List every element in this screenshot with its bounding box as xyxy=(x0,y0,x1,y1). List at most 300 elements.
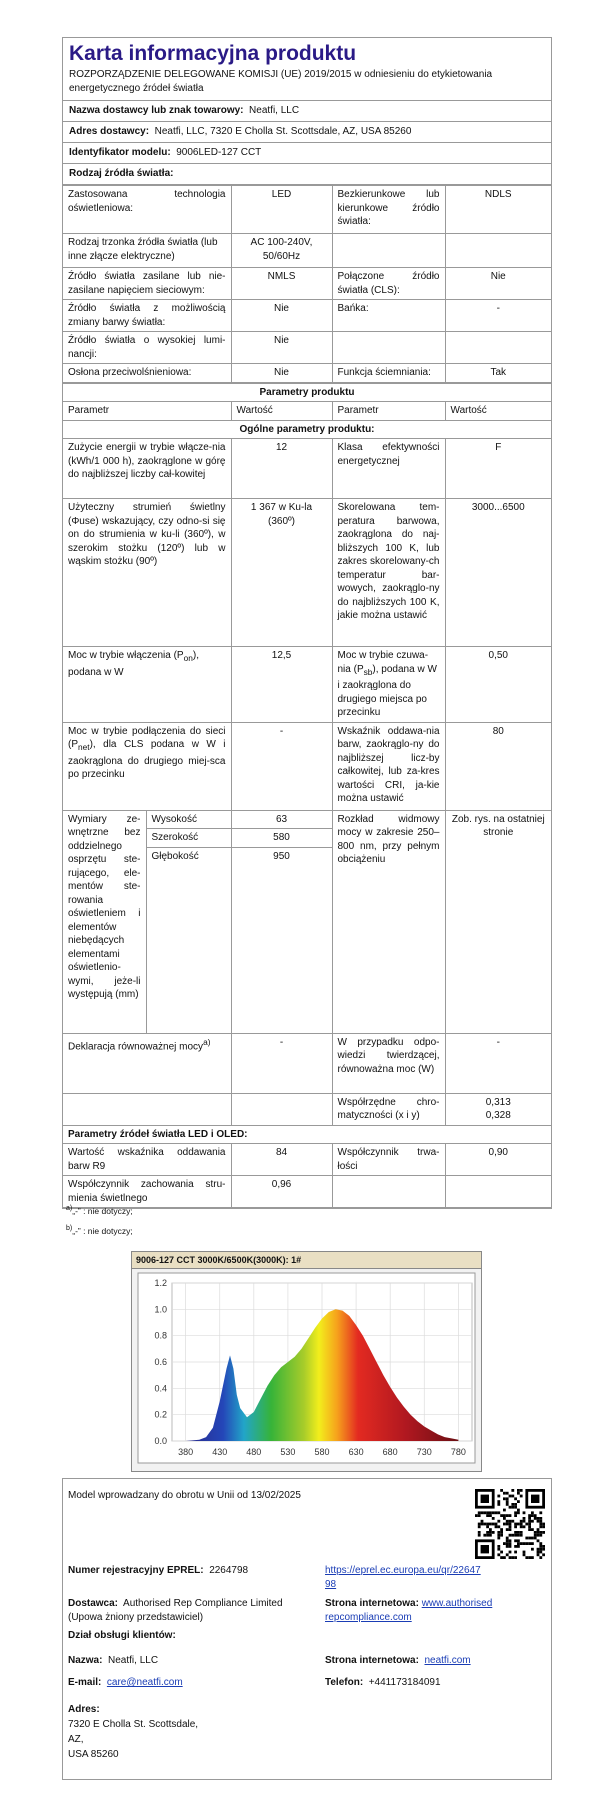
spectrum-svg xyxy=(132,1269,481,1469)
equivalent-power-label xyxy=(63,1033,231,1093)
email-row xyxy=(68,1676,183,1690)
qr-module xyxy=(514,1503,517,1506)
qr-module xyxy=(509,1534,512,1537)
cri-label: Wskaźnik oddawa-nia barw, zaokrąglo-ny do najbliższej licz-by całkowitej, lub za-kres wartości CRI, ja-kie można ustawić xyxy=(332,722,445,810)
qr-module xyxy=(500,1534,503,1537)
y-tick-label: 0.0 xyxy=(154,1436,167,1446)
on-mode-power-sub: on xyxy=(183,653,193,663)
qr-module xyxy=(509,1520,512,1523)
qr-module xyxy=(492,1523,495,1526)
survival-factor-label: Współczynnik trwa-łości xyxy=(332,1144,445,1176)
cell-empty xyxy=(445,332,551,364)
model-id-label: Identyfikator modelu: xyxy=(69,147,171,158)
height-label: Wysokość xyxy=(146,810,231,829)
qr-module xyxy=(511,1503,514,1506)
standby-power-value: 0,50 xyxy=(445,647,551,723)
qr-module xyxy=(483,1534,486,1537)
qr-module xyxy=(500,1528,503,1531)
qr-module xyxy=(495,1525,498,1528)
qr-module xyxy=(486,1514,489,1517)
cct-value: 3000...6500 xyxy=(445,499,551,647)
x-tick-label: 530 xyxy=(280,1447,296,1457)
supplier-address-label: Adres dostawcy: xyxy=(69,126,150,137)
service-name-row xyxy=(68,1654,158,1668)
chromaticity-value xyxy=(445,1093,551,1125)
qr-module xyxy=(534,1514,537,1517)
qr-module xyxy=(478,1531,481,1534)
cell-dimmable-value: Tak xyxy=(445,364,551,383)
qr-module xyxy=(537,1528,540,1531)
qr-module xyxy=(489,1528,492,1531)
qr-module xyxy=(534,1537,537,1540)
qr-module xyxy=(514,1506,517,1509)
on-mode-power-value: 12,5 xyxy=(231,647,332,723)
on-mode-power-label xyxy=(63,647,231,723)
distributor-label: Dostawca: xyxy=(68,1598,119,1609)
supplier-address-value: Neatfi, LLC, 7320 E Cholla St. Scottsdale, AZ, USA 85260 xyxy=(154,126,412,137)
qr-module xyxy=(492,1511,495,1514)
customer-service-label: Dział obsługi klientów: xyxy=(68,1630,176,1641)
qr-module xyxy=(542,1553,545,1556)
qr-module xyxy=(537,1517,540,1520)
cell-directional-value: NDLS xyxy=(445,186,551,234)
equivalent-power-text: Deklaracja równoważnej mocy xyxy=(68,1040,204,1052)
eprel-value: 2264798 xyxy=(209,1565,249,1576)
cell-empty xyxy=(332,234,445,268)
qr-module xyxy=(528,1556,531,1559)
qr-module xyxy=(506,1514,509,1517)
qr-module xyxy=(506,1503,509,1506)
qr-module xyxy=(514,1531,517,1534)
qr-module xyxy=(517,1534,520,1537)
qr-module xyxy=(539,1551,542,1554)
cell-colour-tunable-label: Źródło światła z możliwością zmiany barwy światła: xyxy=(63,300,231,332)
qr-module xyxy=(520,1489,523,1492)
x-tick-label: 680 xyxy=(382,1447,398,1457)
cell-dimmable-label: Funkcja ściemniania: xyxy=(332,364,445,383)
qr-module xyxy=(511,1495,514,1498)
qr-module xyxy=(534,1517,537,1520)
qr-module xyxy=(497,1531,500,1534)
qr-module xyxy=(539,1542,542,1545)
qr-module xyxy=(520,1531,523,1534)
source-type-label: Rodzaj źródła światła: xyxy=(69,168,174,179)
qr-module xyxy=(509,1514,512,1517)
energy-consumption-value: 12 xyxy=(231,439,332,499)
chromaticity-label: Współrzędne chro-matyczności (x i y) xyxy=(332,1093,445,1125)
chromaticity-x: 0,313 xyxy=(485,1096,511,1108)
qr-module xyxy=(539,1523,542,1526)
cell-cap-label: Rodzaj trzonka źródła światła (lub inne złącze elektryczne) xyxy=(63,234,231,268)
address-line-1: 7320 E Cholla St. Scottsdale, xyxy=(68,1719,199,1730)
qr-module xyxy=(497,1548,500,1551)
qr-module xyxy=(514,1545,517,1548)
qr-module xyxy=(525,1523,528,1526)
networked-power-sub: net xyxy=(78,742,90,752)
qr-module xyxy=(517,1523,520,1526)
x-tick-label: 430 xyxy=(212,1447,228,1457)
cell-cls-label: Połączone źródło światła (CLS): xyxy=(332,268,445,300)
qr-module xyxy=(539,1556,542,1559)
footnotes xyxy=(66,1200,133,1240)
address-label: Adres: xyxy=(68,1704,100,1715)
qr-module xyxy=(497,1545,500,1548)
energy-class-value: F xyxy=(445,439,551,499)
qr-module xyxy=(523,1520,526,1523)
qr-module xyxy=(506,1528,509,1531)
networked-power-value: - xyxy=(231,722,332,810)
cell-empty xyxy=(231,1093,332,1125)
supplier-address-row xyxy=(63,122,551,143)
y-tick-label: 0.6 xyxy=(154,1357,167,1367)
qr-module xyxy=(478,1514,481,1517)
qr-module xyxy=(486,1511,489,1514)
website-label: Strona internetowa: xyxy=(325,1598,419,1609)
regulation-text: ROZPORZĄDZENIE DELEGOWANE KOMISJI (UE) 2019/2015 w odniesieniu do etykietowania energetycznego źródeł światła xyxy=(63,68,551,101)
service-website-link[interactable]: neatfi.com xyxy=(424,1655,471,1666)
qr-module xyxy=(514,1497,517,1500)
cell-cls-value: Nie xyxy=(445,268,551,300)
qr-module xyxy=(539,1511,542,1514)
qr-module xyxy=(537,1531,540,1534)
model-id-row xyxy=(63,143,551,164)
equivalent-power-w-value: - xyxy=(445,1033,551,1093)
qr-module xyxy=(537,1553,540,1556)
qr-module xyxy=(539,1545,542,1548)
qr-module xyxy=(537,1551,540,1554)
qr-module xyxy=(509,1528,512,1531)
spectrum-chart xyxy=(131,1251,482,1472)
market-date-text: Model wprowadzany do obrotu w Unii od 13/02/2025 xyxy=(68,1490,301,1501)
footnote-a-text: „-” : nie dotyczy; xyxy=(72,1205,133,1216)
chromaticity-y: 0,328 xyxy=(485,1110,511,1121)
width-value: 580 xyxy=(231,829,332,848)
qr-module xyxy=(531,1514,534,1517)
page-title: Karta informacyjna produktu xyxy=(69,42,357,65)
standby-power-sub: sb xyxy=(363,666,373,677)
qr-module xyxy=(478,1525,481,1528)
qr-module xyxy=(514,1514,517,1517)
y-tick-label: 0.2 xyxy=(154,1409,167,1420)
supplier-name-value: Neatfi, LLC xyxy=(249,105,300,116)
footnote-b-text: „-” : nie dotyczy; xyxy=(72,1225,133,1236)
cell-empty xyxy=(332,1176,445,1208)
qr-module xyxy=(542,1545,545,1548)
distributor-row xyxy=(68,1597,313,1625)
website-row xyxy=(325,1597,495,1625)
qr-module xyxy=(511,1534,514,1537)
cell-glare-label: Osłona przeciwolśnieniowa: xyxy=(63,364,231,383)
standby-power-text: Moc w trybie czuwa-nia (P xyxy=(337,650,429,675)
general-parameters-title: Ogólne parametry produktu: xyxy=(63,420,551,439)
cell-envelope-label: Bańka: xyxy=(332,300,445,332)
qr-module xyxy=(506,1523,509,1526)
cell-empty xyxy=(332,332,445,364)
col-header-param: Parametr xyxy=(332,402,445,421)
qr-module xyxy=(531,1556,534,1559)
qr-module xyxy=(481,1511,484,1514)
cell-mains-label: Źródło światła zasilane lub nie-zasilane napięciem sieciowym: xyxy=(63,268,231,300)
qr-module xyxy=(500,1556,503,1559)
qr-module xyxy=(509,1523,512,1526)
qr-module xyxy=(478,1523,481,1526)
qr-module xyxy=(511,1520,514,1523)
qr-module xyxy=(506,1542,509,1545)
cell-empty xyxy=(445,1176,551,1208)
qr-module xyxy=(514,1511,517,1514)
cri-value: 80 xyxy=(445,722,551,810)
qr-module xyxy=(503,1497,506,1500)
y-tick-label: 1.0 xyxy=(154,1304,167,1315)
width-label: Szerokość xyxy=(146,829,231,848)
qr-module xyxy=(497,1534,500,1537)
qr-module xyxy=(509,1525,512,1528)
eprel-link[interactable]: https://eprel.ec.europa.eu/qr/2264798 xyxy=(325,1565,481,1590)
qr-module xyxy=(492,1531,495,1534)
qr-module xyxy=(475,1514,478,1517)
qr-module xyxy=(525,1537,528,1540)
r9-label: Wartość wskaźnika oddawania barw R9 xyxy=(63,1144,231,1176)
qr-module xyxy=(537,1539,540,1542)
footnote-a xyxy=(66,1200,133,1220)
qr-module xyxy=(528,1517,531,1520)
qr-module xyxy=(514,1556,517,1559)
qr-module xyxy=(520,1542,523,1545)
height-value: 63 xyxy=(231,810,332,829)
qr-module xyxy=(489,1514,492,1517)
col-header-value: Wartość xyxy=(231,402,332,421)
qr-module xyxy=(506,1520,509,1523)
qr-module xyxy=(503,1517,506,1520)
cct-label: Skorelowana tem-peratura barwowa, zaokrąglona do naj-bliższych 100 K, lub zakres skorelowany-ch temperatur bar-wowych, zaokrąglo-ny do najbliższych 100 K, jakie można ustawić xyxy=(332,499,445,647)
cell-technology-label: Zastosowana technologia oświetleniowa: xyxy=(63,186,231,234)
source-type-table xyxy=(63,185,551,383)
footnote-b-mark: b) xyxy=(66,1224,73,1232)
standby-power-text-2: ), podana w W i zaokrąglona do drugiego miejsca po przecinku xyxy=(337,663,437,718)
x-tick-label: 730 xyxy=(416,1447,432,1457)
qr-module xyxy=(520,1534,523,1537)
qr-module xyxy=(506,1545,509,1548)
standby-power-label xyxy=(332,647,445,723)
qr-module xyxy=(531,1528,534,1531)
qr-module xyxy=(517,1545,520,1548)
x-tick-label: 630 xyxy=(348,1447,364,1457)
qr-module xyxy=(509,1495,512,1498)
supplier-name-row xyxy=(63,101,551,122)
cell-empty xyxy=(63,1093,231,1125)
qr-module xyxy=(503,1514,506,1517)
email-label: E-mail: xyxy=(68,1677,102,1688)
qr-module xyxy=(537,1548,540,1551)
qr-module xyxy=(497,1525,500,1528)
qr-module xyxy=(497,1553,500,1556)
qr-module xyxy=(509,1551,512,1554)
qr-module xyxy=(506,1492,509,1495)
qr-module xyxy=(481,1520,484,1523)
footnote-b xyxy=(66,1220,133,1240)
qr-module xyxy=(483,1523,486,1526)
qr-module xyxy=(517,1539,520,1542)
cell-empty xyxy=(445,234,551,268)
model-id-value: 9006LED-127 CCT xyxy=(176,147,262,158)
led-parameters-title: Parametry źródeł światła LED i OLED: xyxy=(63,1125,551,1144)
lumen-maintenance-value: 0,96 xyxy=(231,1176,332,1208)
x-tick-label: 380 xyxy=(178,1447,194,1457)
x-tick-label: 780 xyxy=(450,1447,466,1457)
qr-module xyxy=(525,1556,528,1559)
qr-module xyxy=(525,1542,528,1545)
qr-module xyxy=(497,1511,500,1514)
qr-module xyxy=(523,1551,526,1554)
qr-module xyxy=(539,1531,542,1534)
qr-module xyxy=(497,1495,500,1498)
qr-module xyxy=(542,1525,545,1528)
qr-module xyxy=(495,1511,498,1514)
qr-module xyxy=(509,1506,512,1509)
qr-module xyxy=(500,1514,503,1517)
chart-title: 9006-127 CCT 3000K/6500K(3000K): 1# xyxy=(132,1252,481,1269)
market-info-panel xyxy=(62,1478,552,1780)
qr-module xyxy=(509,1542,512,1545)
qr-module xyxy=(539,1520,542,1523)
qr-module xyxy=(531,1548,534,1551)
qr-module xyxy=(523,1517,526,1520)
qr-module xyxy=(520,1495,523,1498)
y-tick-label: 1.2 xyxy=(154,1278,167,1288)
qr-module xyxy=(517,1542,520,1545)
qr-module xyxy=(511,1506,514,1509)
qr-module xyxy=(528,1514,531,1517)
qr-module xyxy=(497,1537,500,1540)
cell-mains-value: NMLS xyxy=(231,268,332,300)
on-mode-power-text: Moc w trybie włączenia (P xyxy=(68,650,184,661)
qr-module xyxy=(506,1500,509,1503)
qr-module xyxy=(517,1500,520,1503)
address-line-3: USA 85260 xyxy=(68,1749,119,1760)
on-mode-power-text-2: ), podana w W xyxy=(68,650,199,678)
phone-row xyxy=(325,1676,441,1690)
product-parameters-table xyxy=(63,383,551,1209)
qr-module xyxy=(503,1542,506,1545)
qr-module xyxy=(489,1534,492,1537)
qr-module xyxy=(492,1517,495,1520)
qr-module xyxy=(483,1511,486,1514)
r9-value: 84 xyxy=(231,1144,332,1176)
qr-module xyxy=(506,1497,509,1500)
qr-module xyxy=(534,1534,537,1537)
qr-module xyxy=(506,1553,509,1556)
qr-module xyxy=(528,1537,531,1540)
qr-module xyxy=(481,1523,484,1526)
qr-module xyxy=(520,1523,523,1526)
qr-module xyxy=(495,1523,498,1526)
qr-code-icon[interactable] xyxy=(475,1489,545,1559)
equivalent-power-w-label: W przypadku odpo-wiedzi twierdzącej, równoważna moc (W) xyxy=(332,1033,445,1093)
qr-module xyxy=(528,1523,531,1526)
y-tick-label: 0.8 xyxy=(154,1330,167,1341)
qr-module xyxy=(537,1520,540,1523)
website-link[interactable]: www.authorisedrepcompliance.com xyxy=(325,1598,493,1623)
qr-module xyxy=(517,1489,520,1492)
qr-module xyxy=(517,1492,520,1495)
qr-module xyxy=(539,1548,542,1551)
qr-module xyxy=(486,1534,489,1537)
eprel-row xyxy=(68,1564,248,1578)
qr-module xyxy=(517,1511,520,1514)
qr-module xyxy=(514,1534,517,1537)
networked-power-text: Moc w trybie podłączenia do sieci (P xyxy=(68,725,226,750)
equivalent-power-sup: a) xyxy=(203,1036,211,1047)
lumen-maintenance-label: Współczynnik zachowania stru-mienia świetlnego xyxy=(63,1176,231,1208)
qr-module xyxy=(531,1537,534,1540)
qr-module xyxy=(503,1523,506,1526)
qr-module xyxy=(517,1509,520,1512)
qr-module xyxy=(509,1556,512,1559)
footnote-a-mark: a) xyxy=(66,1205,73,1212)
qr-module xyxy=(500,1489,503,1492)
spectral-distribution-value: Zob. rys. na ostatniej stronie xyxy=(445,810,551,1033)
cell-high-luminance-label: Źródło światła o wysokiej lumi-nancji: xyxy=(63,332,231,364)
phone-label: Telefon: xyxy=(325,1677,364,1688)
qr-module xyxy=(503,1492,506,1495)
col-header-value: Wartość xyxy=(445,402,551,421)
networked-power-text-2: ), dla CLS podana w W i zaokrąglona do drugiego miej-sca po przecinku xyxy=(68,739,226,780)
qr-module xyxy=(531,1542,534,1545)
qr-module xyxy=(542,1523,545,1526)
service-website-label: Strona internetowa: xyxy=(325,1655,419,1666)
address-line-2: AZ, xyxy=(68,1734,84,1745)
qr-module xyxy=(539,1534,542,1537)
distributor-value: Authorised Rep Compliance Limited (Upowa żniony przedstawiciel) xyxy=(68,1598,283,1623)
qr-module xyxy=(486,1523,489,1526)
qr-module xyxy=(520,1525,523,1528)
qr-module xyxy=(509,1545,512,1548)
eprel-label: Numer rejestracyjny EPREL: xyxy=(68,1565,204,1576)
useful-flux-label: Użyteczny strumień świetlny (Φuse) wskazujący, czy odno-si się on do strumienia w ku-li (360º), w szerokim stożku (120º) lub w wąskim stożku (90º) xyxy=(63,499,231,647)
qr-module xyxy=(497,1520,500,1523)
cell-technology-value: LED xyxy=(231,186,332,234)
qr-module xyxy=(520,1520,523,1523)
qr-module xyxy=(478,1534,481,1537)
cell-high-luminance-value: Nie xyxy=(231,332,332,364)
qr-module xyxy=(489,1531,492,1534)
qr-module xyxy=(486,1531,489,1534)
qr-module xyxy=(528,1520,531,1523)
cell-glare-value: Nie xyxy=(231,364,332,383)
spectral-distribution-label: Rozkład widmowy mocy w zakresie 250–800 nm, przy pełnym obciążeniu xyxy=(332,810,445,1033)
x-tick-label: 580 xyxy=(314,1447,330,1457)
equivalent-power-value: - xyxy=(231,1033,332,1093)
col-header-param: Parametr xyxy=(63,402,231,421)
qr-module xyxy=(486,1525,489,1528)
qr-finder xyxy=(481,1545,489,1553)
phone-value: +441173184091 xyxy=(368,1677,441,1688)
qr-module xyxy=(509,1539,512,1542)
depth-label: Głębokość xyxy=(146,847,231,1033)
qr-module xyxy=(523,1542,526,1545)
cell-envelope-value: - xyxy=(445,300,551,332)
qr-module xyxy=(497,1500,500,1503)
energy-consumption-label: Zużycie energii w trybie włącze-nia (kWh/1 000 h), zaokrąglone w górę do najbliższej liczby cał-kowitej xyxy=(63,439,231,499)
supplier-name-label: Nazwa dostawcy lub znak towarowy: xyxy=(69,105,244,116)
qr-module xyxy=(500,1551,503,1554)
service-name-value: Neatfi, LLC xyxy=(108,1655,159,1666)
energy-class-label: Klasa efektywności energetycznej xyxy=(332,439,445,499)
qr-module xyxy=(517,1531,520,1534)
email-link[interactable]: care@neatfi.com xyxy=(106,1677,183,1688)
depth-value: 950 xyxy=(231,847,332,1033)
qr-module xyxy=(506,1539,509,1542)
